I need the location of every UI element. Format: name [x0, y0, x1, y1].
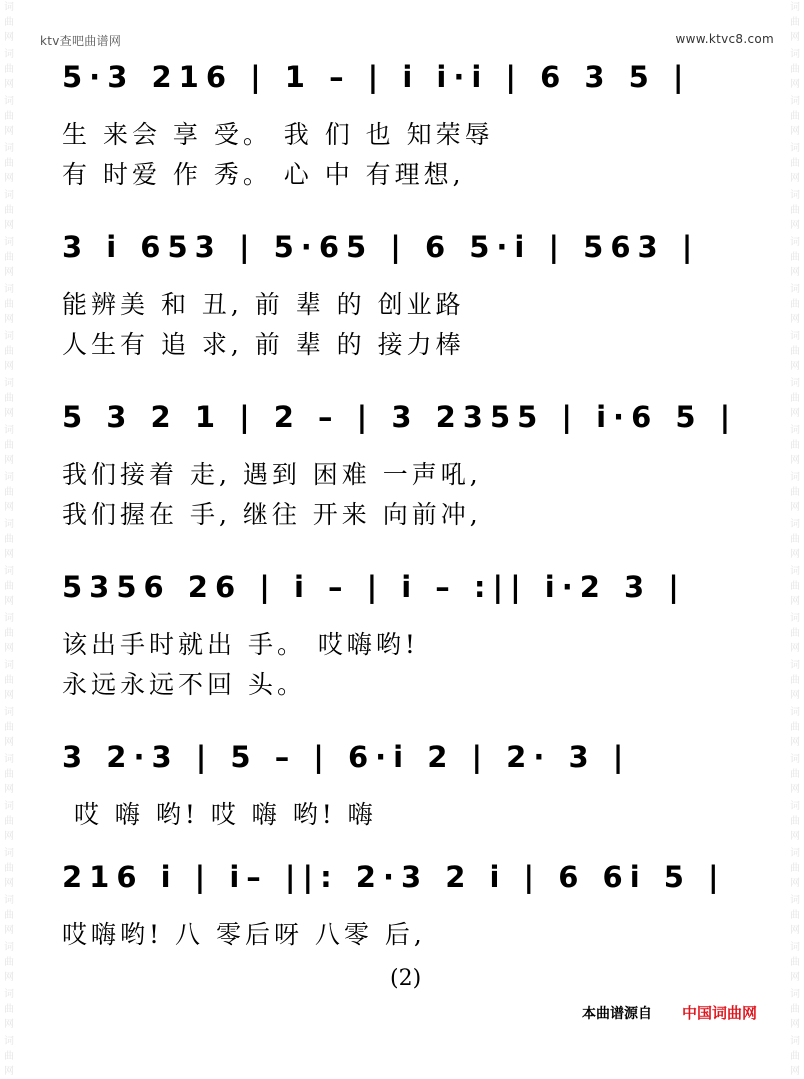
lyric-line-2: 我们握在 手, 继往 开来 向前冲, [62, 500, 482, 529]
brand-logo-text[interactable]: 中国词曲网 [682, 1004, 758, 1022]
watermark-text: 词曲网 [790, 754, 800, 795]
watermark-text: 词曲网 [790, 2, 800, 43]
watermark-text: 词曲网 [790, 707, 800, 748]
notation-line [0, 568, 804, 618]
lyric-line-2: 永远永远不回 头。 [62, 670, 306, 699]
watermark-text: 词曲网 [4, 848, 14, 889]
notation-text: 5·3 216 | 1 – | i i·i | 6 3 5 | [62, 60, 691, 94]
score-system-6 [0, 858, 804, 978]
watermark-text: 词曲网 [790, 49, 800, 90]
watermark-text: 词曲网 [4, 143, 14, 184]
watermark-text: 词曲网 [790, 143, 800, 184]
watermark-text: 词曲网 [4, 472, 14, 513]
watermark-text: 词曲网 [790, 1036, 800, 1077]
watermark-text: 词曲网 [790, 237, 800, 278]
watermark-text: 词曲网 [790, 566, 800, 607]
watermark-text: 词曲网 [4, 284, 14, 325]
watermark-text: 词曲网 [790, 895, 800, 936]
score-system-3 [0, 398, 804, 529]
score-system-1 [0, 58, 804, 189]
watermark-text: 词曲网 [790, 989, 800, 1030]
watermark-text: 词曲网 [4, 237, 14, 278]
notation-line [0, 58, 804, 108]
lyric-line-2: 人生有 追 求, 前 辈 的 接力棒 [62, 330, 465, 359]
notation-text: 216 i | i– ||: 2·3 2 i | 6 6i 5 | [62, 860, 726, 894]
notation-line [0, 398, 804, 448]
watermark-text: 词曲网 [790, 425, 800, 466]
watermark-text: 词曲网 [4, 331, 14, 372]
watermark-text: 词曲网 [790, 472, 800, 513]
watermark-text: 词曲网 [4, 96, 14, 137]
lyric-line-2: 有 时爱 作 秀。 心 中 有理想, [62, 160, 465, 189]
watermark-text: 词曲网 [790, 378, 800, 419]
watermark-text: 词曲网 [4, 942, 14, 983]
notation-line [0, 738, 804, 788]
lyric-line-1: 哎嗨哟! 八 零后呀 八零 后, [62, 920, 426, 949]
watermark-text: 词曲网 [4, 801, 14, 842]
notation-text: 3 2·3 | 5 – | 6·i 2 | 2· 3 | [62, 740, 631, 774]
watermark-text: 词曲网 [4, 754, 14, 795]
site-name: ktv查吧曲谱网 [40, 34, 122, 48]
watermark-text: 词曲网 [4, 378, 14, 419]
site-url[interactable]: www.ktvc8.com [675, 32, 774, 46]
watermark-text: 词曲网 [4, 519, 14, 560]
notation-text: 3 i 653 | 5·65 | 6 5·i | 563 | [62, 230, 700, 264]
watermark-text: 词曲网 [4, 425, 14, 466]
watermark-text: 词曲网 [4, 989, 14, 1030]
watermark-text: 词曲网 [4, 2, 14, 43]
notation-line [0, 228, 804, 278]
watermark-text: 词曲网 [790, 284, 800, 325]
lyric-line-1: 能辨美 和 丑, 前 辈 的 创业路 [62, 290, 465, 319]
watermark-text: 词曲网 [790, 660, 800, 701]
watermark-text: 词曲网 [4, 1036, 14, 1077]
lyric-line-1: 哎 嗨 哟! 哎 嗨 哟! 嗨 [62, 800, 377, 829]
page-number: (2) [390, 966, 422, 991]
watermark-text: 词曲网 [790, 942, 800, 983]
score-system-4 [0, 568, 804, 699]
notation-text: 5 3 2 1 | 2 – | 3 2355 | i·6 5 | [62, 400, 738, 434]
notation-text: 5356 26 | i – | i – :|| i·2 3 | [62, 570, 686, 604]
score-system-5 [0, 738, 804, 858]
watermark-text: 词曲网 [4, 566, 14, 607]
watermark-text: 词曲网 [4, 49, 14, 90]
watermark-text: 词曲网 [4, 660, 14, 701]
watermark-text: 词曲网 [790, 190, 800, 231]
notation-line [0, 858, 804, 908]
watermark-text: 词曲网 [790, 801, 800, 842]
watermark-text: 词曲网 [790, 96, 800, 137]
watermark-text: 词曲网 [4, 895, 14, 936]
lyric-line-1: 该出手时就出 手。 哎嗨哟! [62, 630, 419, 659]
watermark-text: 词曲网 [790, 519, 800, 560]
lyric-line-1: 我们接着 走, 遇到 困难 一声吼, [62, 460, 482, 489]
source-label: 本曲谱源自 [582, 1006, 652, 1022]
watermark-text: 词曲网 [790, 848, 800, 889]
lyric-line-1: 生 来会 享 受。 我 们 也 知荣辱 [62, 120, 494, 149]
watermark-text: 词曲网 [4, 190, 14, 231]
watermark-text: 词曲网 [790, 613, 800, 654]
watermark-text: 词曲网 [4, 613, 14, 654]
watermark-text: 词曲网 [790, 331, 800, 372]
watermark-text: 词曲网 [4, 707, 14, 748]
